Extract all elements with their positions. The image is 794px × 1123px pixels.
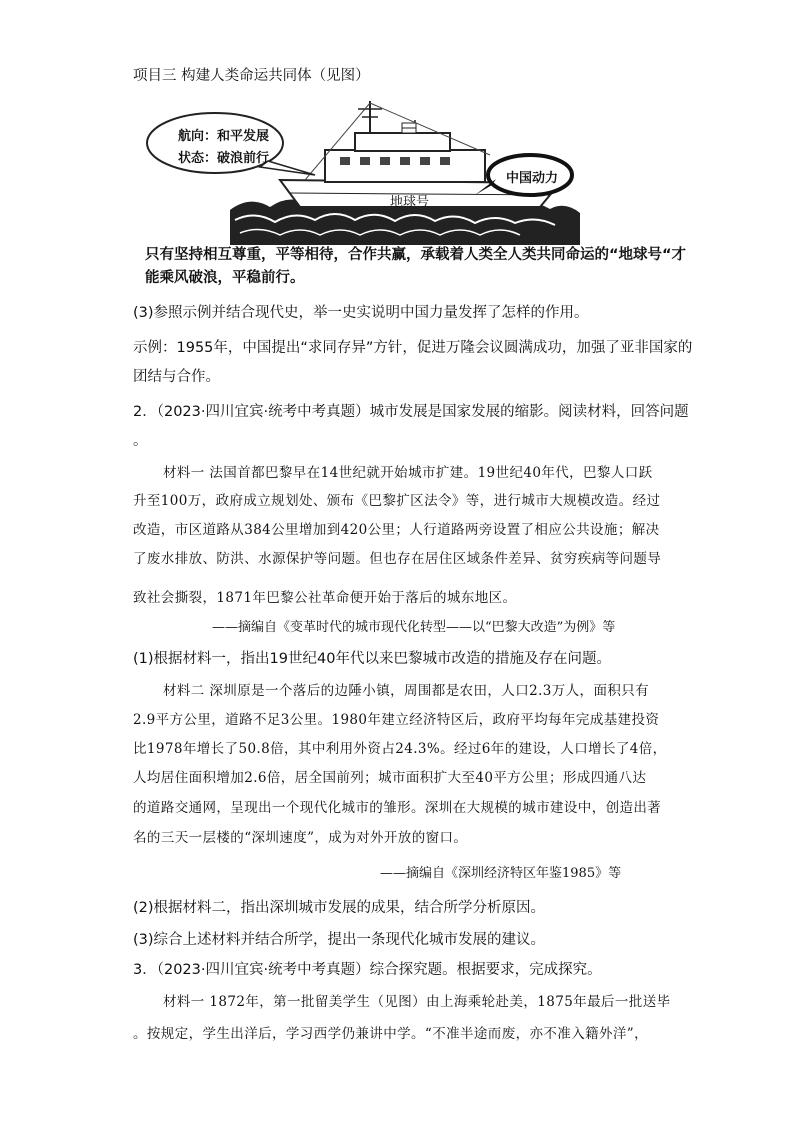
caption-line-2: 能乘风破浪，平稳前行。 xyxy=(145,270,305,286)
question-2-title-cont: 。 xyxy=(133,433,148,449)
material-3-line-1: 材料一 1872年，第一批留美学生（见图）由上海乘轮赴美，1875年最后一批送毕 xyxy=(163,994,671,1010)
material-1-line-4: 了废水排放、防洪、水源保护等问题。但也存在居住区域条件差异、贫穷疾病等问题导 xyxy=(133,551,662,567)
material-1-line-2: 升至100万，政府成立规划处、颁布《巴黎扩区法令》等，进行城市大规模改造。经过 xyxy=(133,493,661,509)
material-2-line-6: 名的三天一层楼的“深圳速度”，成为对外开放的窗口。 xyxy=(133,830,468,846)
material-3-line-2: 。按规定，学生出洋后，学习西学仍兼讲中学。“不准半途而废，亦不准入籍外洋”， xyxy=(133,1026,649,1042)
material-2-line-5: 的道路交通网，呈现出一个现代化城市的雏形。深圳在大规模的城市建设中，创造出著 xyxy=(133,800,662,816)
question-2-2: (2)根据材料二，指出深圳城市发展的成果，结合所学分析原因。 xyxy=(133,900,546,916)
bubble-course: 航向：和平发展 xyxy=(178,129,270,144)
question-2-3: (3)综合上述材料并结合所学，提出一条现代化城市发展的建议。 xyxy=(133,932,546,948)
material-2-source: ——摘编自《深圳经济特区年鉴1985》等 xyxy=(380,866,622,881)
material-1-line-5: 致社会撕裂，1871年巴黎公社革命便开始于落后的城东地区。 xyxy=(133,590,517,606)
example-line-1: 示例：1955年，中国提出“求同存异”方针，促进万隆会议圆满成功，加强了亚非国家的 xyxy=(133,340,693,356)
material-1-source: ——摘编自《变革时代的城市现代化转型——以“巴黎大改造”为例》等 xyxy=(212,620,616,635)
material-1-line-3: 改造，市区道路从384公里增加到420公里；人行道路两旁设置了相应公共设施；解决 xyxy=(133,522,660,538)
material-1-line-1: 材料一 法国首都巴黎早在14世纪就开始城市扩建。19世纪40年代，巴黎人口跃 xyxy=(163,465,653,481)
ship-name-label: 地球号 xyxy=(390,195,430,210)
ship-illustration xyxy=(140,95,650,245)
question-2-title: 2．（2023·四川宜宾·统考中考真题）城市发展是国家发展的缩影。阅读材料，回答问题 xyxy=(133,404,689,420)
material-2-line-2: 2.9平方公里，道路不足3公里。1980年建立经济特区后，政府平均每年完成基建投资 xyxy=(133,712,660,728)
bubble-china-power: 中国动力 xyxy=(506,171,559,186)
bubble-status: 状态：破浪前行 xyxy=(178,151,270,166)
material-2-line-1: 材料二 深圳原是一个落后的边陲小镇，周围都是农田，人口2.3万人，面积只有 xyxy=(163,683,650,699)
ship-figure xyxy=(140,95,650,245)
question-2-1: (1)根据材料一，指出19世纪40年代以来巴黎城市改造的措施及存在问题。 xyxy=(133,651,611,667)
question-3-title: 3．（2023·四川宜宾·统考中考真题）综合探究题。根据要求，完成探究。 xyxy=(133,962,602,978)
example-line-2: 团结与合作。 xyxy=(133,369,220,385)
caption-line-1: 只有坚持相互尊重，平等相待，合作共赢，承载着人类全人类共同命运的“地球号“才 xyxy=(145,247,687,263)
section-title: 项目三 构建人类命运共同体（见图） xyxy=(133,68,370,84)
material-2-line-3: 比1978年增长了50.8倍，其中利用外资占24.3%。经过6年的建设，人口增长了4倍， xyxy=(133,741,667,757)
material-2-line-4: 人均居住面积增加2.6倍，居全国前列；城市面积扩大至40平方公里；形成四通八达 xyxy=(133,770,647,786)
question-3: (3)参照示例并结合现代史，举一史实说明中国力量发挥了怎样的作用。 xyxy=(133,305,589,321)
